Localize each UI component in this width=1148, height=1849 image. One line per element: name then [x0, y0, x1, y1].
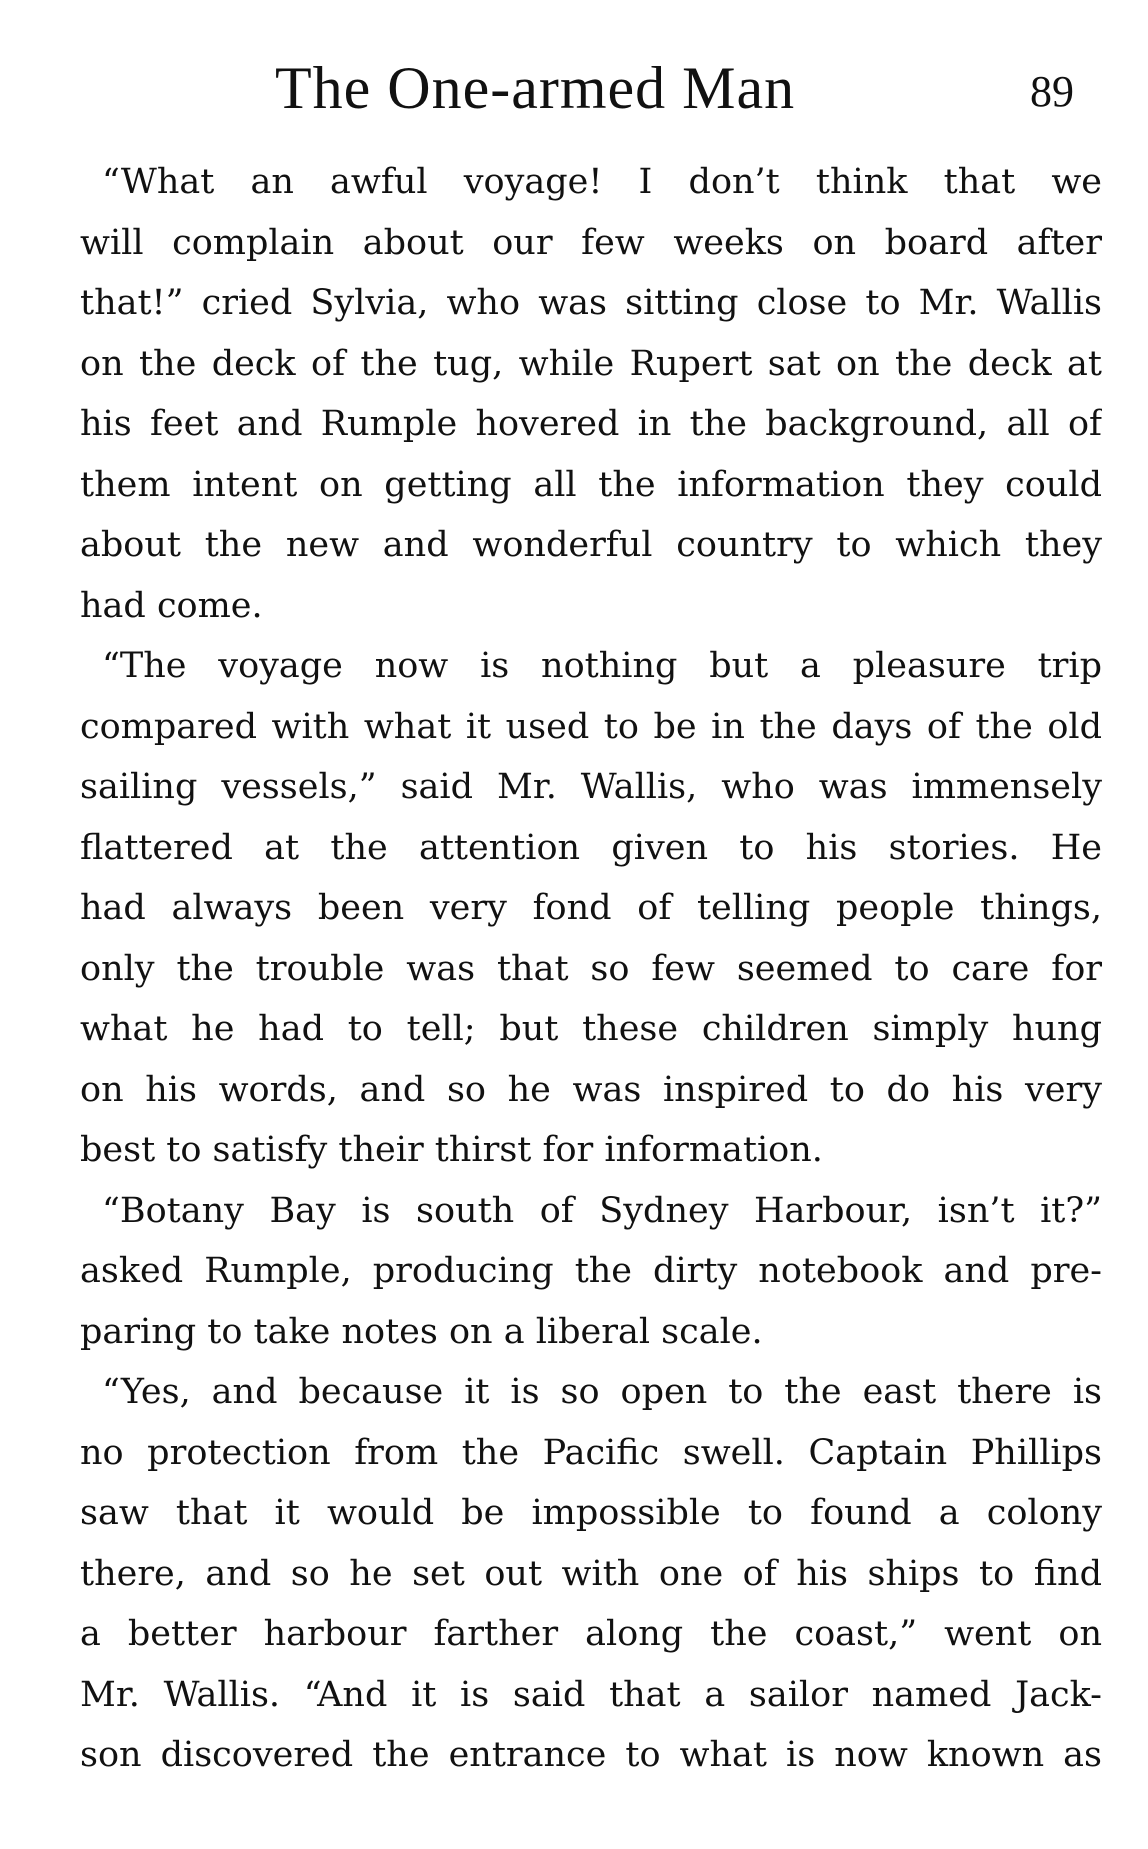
- text-line: best to satisfy their thirst for information.: [80, 1130, 823, 1170]
- text-line: will complain about our few weeks on board after: [80, 222, 1102, 263]
- text-line: asked Rumple, producing the dirty notebook and pre-: [80, 1251, 1102, 1291]
- text-line: about the new and wonderful country to which they: [80, 525, 1102, 565]
- text-line: what he had to tell; but these children simply hung: [80, 1009, 1102, 1049]
- text-line: Mr. Wallis. “And it is said that a sailor named Jack-: [80, 1674, 1102, 1715]
- text-line: “Botany Bay is south of Sydney Harbour, isn’t it?”: [102, 1190, 1102, 1231]
- text-line: there, and so he set out with one of his ships to find: [80, 1553, 1102, 1594]
- text-line: on the deck of the tug, while Rupert sat on the deck at: [80, 343, 1102, 384]
- text-line: no protection from the Pacific swell. Captain Phillips: [80, 1432, 1102, 1473]
- text-line: that!” cried Sylvia, who was sitting close to Mr. Wallis: [80, 283, 1102, 323]
- text-line: them intent on getting all the information they could: [80, 464, 1102, 505]
- text-line: saw that it would be impossible to found a colony: [80, 1493, 1102, 1533]
- text-line: compared with what it used to be in the days of the old: [80, 706, 1102, 747]
- body-text: [80, 152, 1102, 1786]
- text-line: only the trouble was that so few seemed to care for: [80, 948, 1102, 989]
- text-line: paring to take notes on a liberal scale.: [80, 1311, 763, 1352]
- text-line: his feet and Rumple hovered in the background, all of: [80, 404, 1102, 444]
- text-line: “The voyage now is nothing but a pleasure trip: [102, 646, 1102, 686]
- text-line: on his words, and so he was inspired to do his very: [80, 1069, 1102, 1110]
- text-line: flattered at the attention given to his stories. He: [80, 827, 1102, 868]
- text-line: sailing vessels,” said Mr. Wallis, who was immensely: [80, 767, 1102, 807]
- text-line: a better harbour farther along the coast,” went on: [80, 1614, 1102, 1654]
- text-line: son discovered the entrance to what is now known as: [80, 1735, 1102, 1775]
- text-line: had come.: [80, 585, 263, 626]
- text-line: “Yes, and because it is so open to the east there is: [102, 1372, 1102, 1412]
- running-title: The One-armed Man: [275, 55, 796, 121]
- text-line: had always been very fond of telling people things,: [80, 888, 1102, 928]
- page-header: [0, 48, 1148, 128]
- text-line: “What an awful voyage! I don’t think that we: [102, 162, 1102, 202]
- page-number: 89: [1030, 67, 1074, 116]
